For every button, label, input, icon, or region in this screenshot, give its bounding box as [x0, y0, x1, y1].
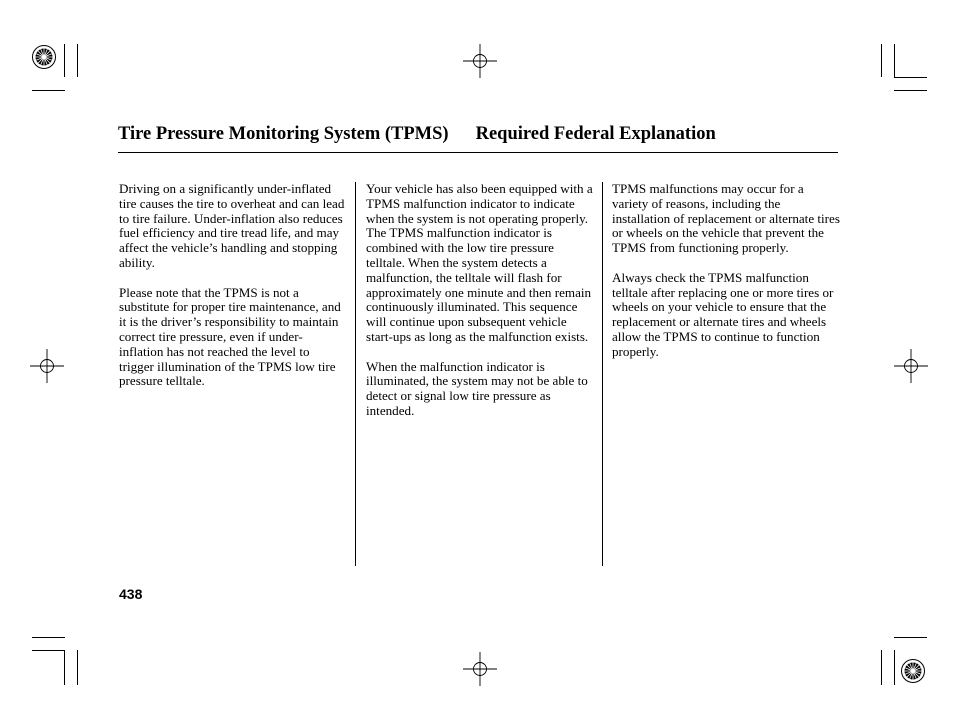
paragraph: When the malfunction indicator is illuminated, the system may not be able to detect or signal low tire pressure as intended.: [366, 358, 588, 418]
paragraph: Always check the TPMS malfunction telltale after replacing one or more tires or wheels on your vehicle to ensure that the replacement or alternate tires and wheels allow the TPMS to continue to function properly.: [612, 269, 834, 359]
paragraph: TPMS malfunctions may occur for a variety of reasons, including the installation of replacement or alternate tires or wheels on the vehicle that prevent the TPMS from functioning properly.: [612, 181, 840, 256]
crosshair-icon: [462, 651, 498, 687]
crop-mark: [77, 650, 78, 685]
paragraph: Your vehicle has also been equipped with a TPMS malfunction indicator to indicate when the system is not operating properly. The TPMS malfunction indicator is combined with the low tire pressure telltale. When the system detects a malfunction, the telltale will flash for approximately one minute and then remain continuously illuminated. This sequence will continue upon subsequent vehicle start-ups as long as the malfunction exists.: [366, 181, 593, 344]
text-column-1: [119, 182, 347, 404]
crosshair-icon: [29, 348, 65, 384]
crop-mark: [64, 44, 65, 77]
column-divider: [602, 182, 603, 566]
column-divider: [355, 182, 356, 566]
crop-mark: [77, 44, 78, 77]
registration-target-icon: [31, 44, 57, 70]
crop-mark: [894, 44, 895, 77]
crop-mark: [894, 650, 895, 685]
header-rule: [118, 152, 838, 153]
crop-mark: [881, 650, 882, 685]
crop-mark: [32, 650, 65, 651]
paragraph: Please note that the TPMS is not a substitute for proper tire maintenance, and it is the driver’s responsibility to maintain correct tire pressure, even if under-inflation has not reached the level to trigger illumination of the TPMS low tire pressure telltale.: [119, 284, 341, 389]
crop-mark: [32, 637, 65, 638]
crop-mark: [881, 44, 882, 77]
crosshair-icon: [893, 348, 929, 384]
page-number: 438: [119, 586, 143, 602]
section-subtitle: Required Federal Explanation: [475, 124, 716, 144]
crop-mark: [32, 90, 65, 91]
section-title: Tire Pressure Monitoring System (TPMS): [118, 124, 449, 144]
crop-mark: [894, 90, 927, 91]
crosshair-icon: [462, 43, 498, 79]
registration-target-icon: [900, 658, 926, 684]
paragraph: Driving on a significantly under-inflated tire causes the tire to overheat and can lead to tire failure. Under-inflation also reduces fuel efficiency and tire tread life, and may affect the vehicle’s handling and stopping ability.: [119, 181, 345, 270]
crop-mark: [894, 77, 927, 78]
page-title: [118, 124, 838, 145]
crop-mark: [64, 650, 65, 685]
crop-mark: [894, 637, 927, 638]
text-column-2: [366, 182, 594, 434]
text-column-3: [612, 182, 840, 374]
